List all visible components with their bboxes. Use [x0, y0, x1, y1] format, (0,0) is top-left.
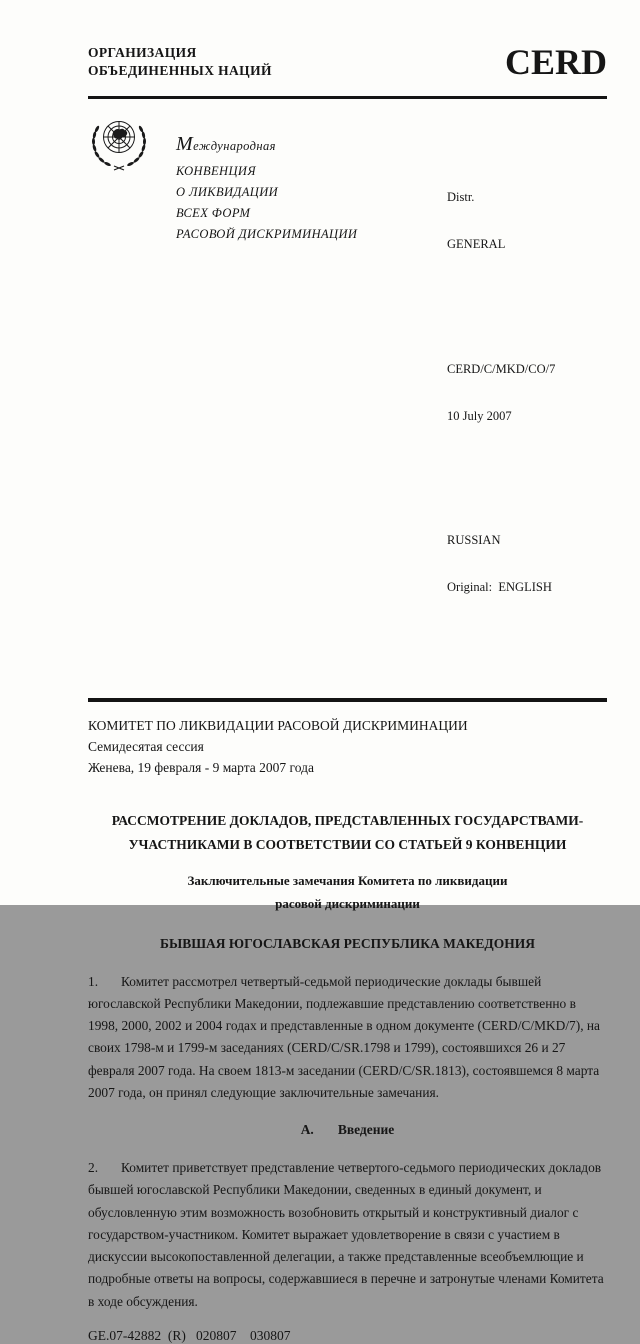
doc-symbol: CERD/C/MKD/CO/7	[447, 361, 556, 376]
convention-line: О ЛИКВИДАЦИИ	[176, 185, 279, 200]
document-title	[88, 809, 607, 858]
convention-line: ВСЕХ ФОРМ	[176, 205, 251, 220]
symbol-group	[447, 330, 607, 456]
doc-language: RUSSIAN	[447, 533, 501, 548]
un-emblem-icon	[88, 115, 150, 673]
convention-title	[176, 115, 426, 673]
section-divider	[88, 698, 607, 702]
document-subtitle	[88, 870, 607, 914]
org-name	[88, 44, 272, 79]
distr-group	[447, 159, 607, 285]
convention-line: РАСОВОЙ ДИСКРИМИНАЦИИ	[176, 226, 358, 241]
masthead	[88, 42, 607, 82]
doc-symbol-big: CERD	[504, 42, 607, 82]
distr-label: Distr.	[447, 190, 475, 205]
info-row	[88, 115, 607, 673]
language-group	[447, 502, 607, 628]
paragraph-number: 1.	[88, 973, 99, 989]
country-heading: БЫВШАЯ ЮГОСЛАВСКАЯ РЕСПУБЛИКА МАКЕДОНИЯ	[160, 935, 535, 951]
convention-line: КОНВЕНЦИЯ	[176, 164, 256, 179]
section-title: Введение	[337, 1122, 395, 1138]
paragraph-number: 2.	[88, 1160, 99, 1176]
subtitle-line1: Заключительные замечания Комитета по ликвидации	[187, 873, 508, 889]
distribution-block	[447, 115, 607, 673]
title-line2: УЧАСТНИКАМИ В СООТВЕТСТВИИ СО СТАТЬЕЙ 9 КОНВЕНЦИИ	[128, 837, 567, 853]
session-venue: Женева, 19 февраля - 9 марта 2007 года	[88, 759, 314, 775]
doc-original-language: Original: ENGLISH	[447, 580, 552, 595]
header-divider	[88, 96, 607, 99]
distr-value: GENERAL	[447, 237, 506, 252]
paragraph-text: Комитет рассмотрел четвертый-седьмой периодические доклады бывшей югославской Республики Македонии, подлежавшие представлению соответственно в 1998, 2000, 2002 и 2004 годах и представленные в одном документе (CERD/C/MKD/7), на своих 1798-м и 1799-м заседаниях (CERD/C/SR.1798 и 1799), состоявшихся 26 и 27 февраля 2007 года. На своем 1813-м заседании (CERD/C/SR.1813), состоявшемся 8 марта 2007 года, он принял следующие заключительные замечания.	[88, 973, 601, 1100]
subtitle-line2: расовой дискриминации	[275, 895, 420, 911]
section-label: А.	[300, 1122, 314, 1138]
paragraph-text: Комитет приветствует представление четвертого-седьмого периодических докладов бывшей югославской Республики Македонии, сведенных в единый документ, и обусловленную этим возможность возобновить открытый и конструктивный диалог с государством-участником. Комитет выражает удовлетворение в связи с участием в дискуссии высокопоставленной делегации, а также представленные всеобъемлющие и подробные ответы на вопросы, содержавшиеся в перечне и затронутые членами Комитета в ходе обсуждения.	[88, 1160, 604, 1309]
section-a-heading	[88, 1122, 607, 1138]
doc-date: 10 July 2007	[447, 408, 512, 423]
session-number: Семидесятая сессия	[88, 739, 204, 755]
paragraph-1	[88, 971, 607, 1105]
org-name-line2: ОБЪЕДИНЕННЫХ НАЦИЙ	[88, 62, 272, 78]
session-block	[88, 716, 607, 779]
convention-line: Международная	[176, 133, 276, 156]
org-name-line1: ОРГАНИЗАЦИЯ	[88, 45, 197, 60]
title-line1: РАССМОТРЕНИЕ ДОКЛАДОВ, ПРЕДСТАВЛЕННЫХ ГОСУДАРСТВАМИ-	[111, 812, 584, 828]
committee-name: КОМИТЕТ ПО ЛИКВИДАЦИИ РАСОВОЙ ДИСКРИМИНАЦИИ	[88, 718, 468, 734]
paragraph-2	[88, 1157, 607, 1313]
document-reference: GE.07-42882 (R) 020807 030807	[88, 1327, 291, 1343]
